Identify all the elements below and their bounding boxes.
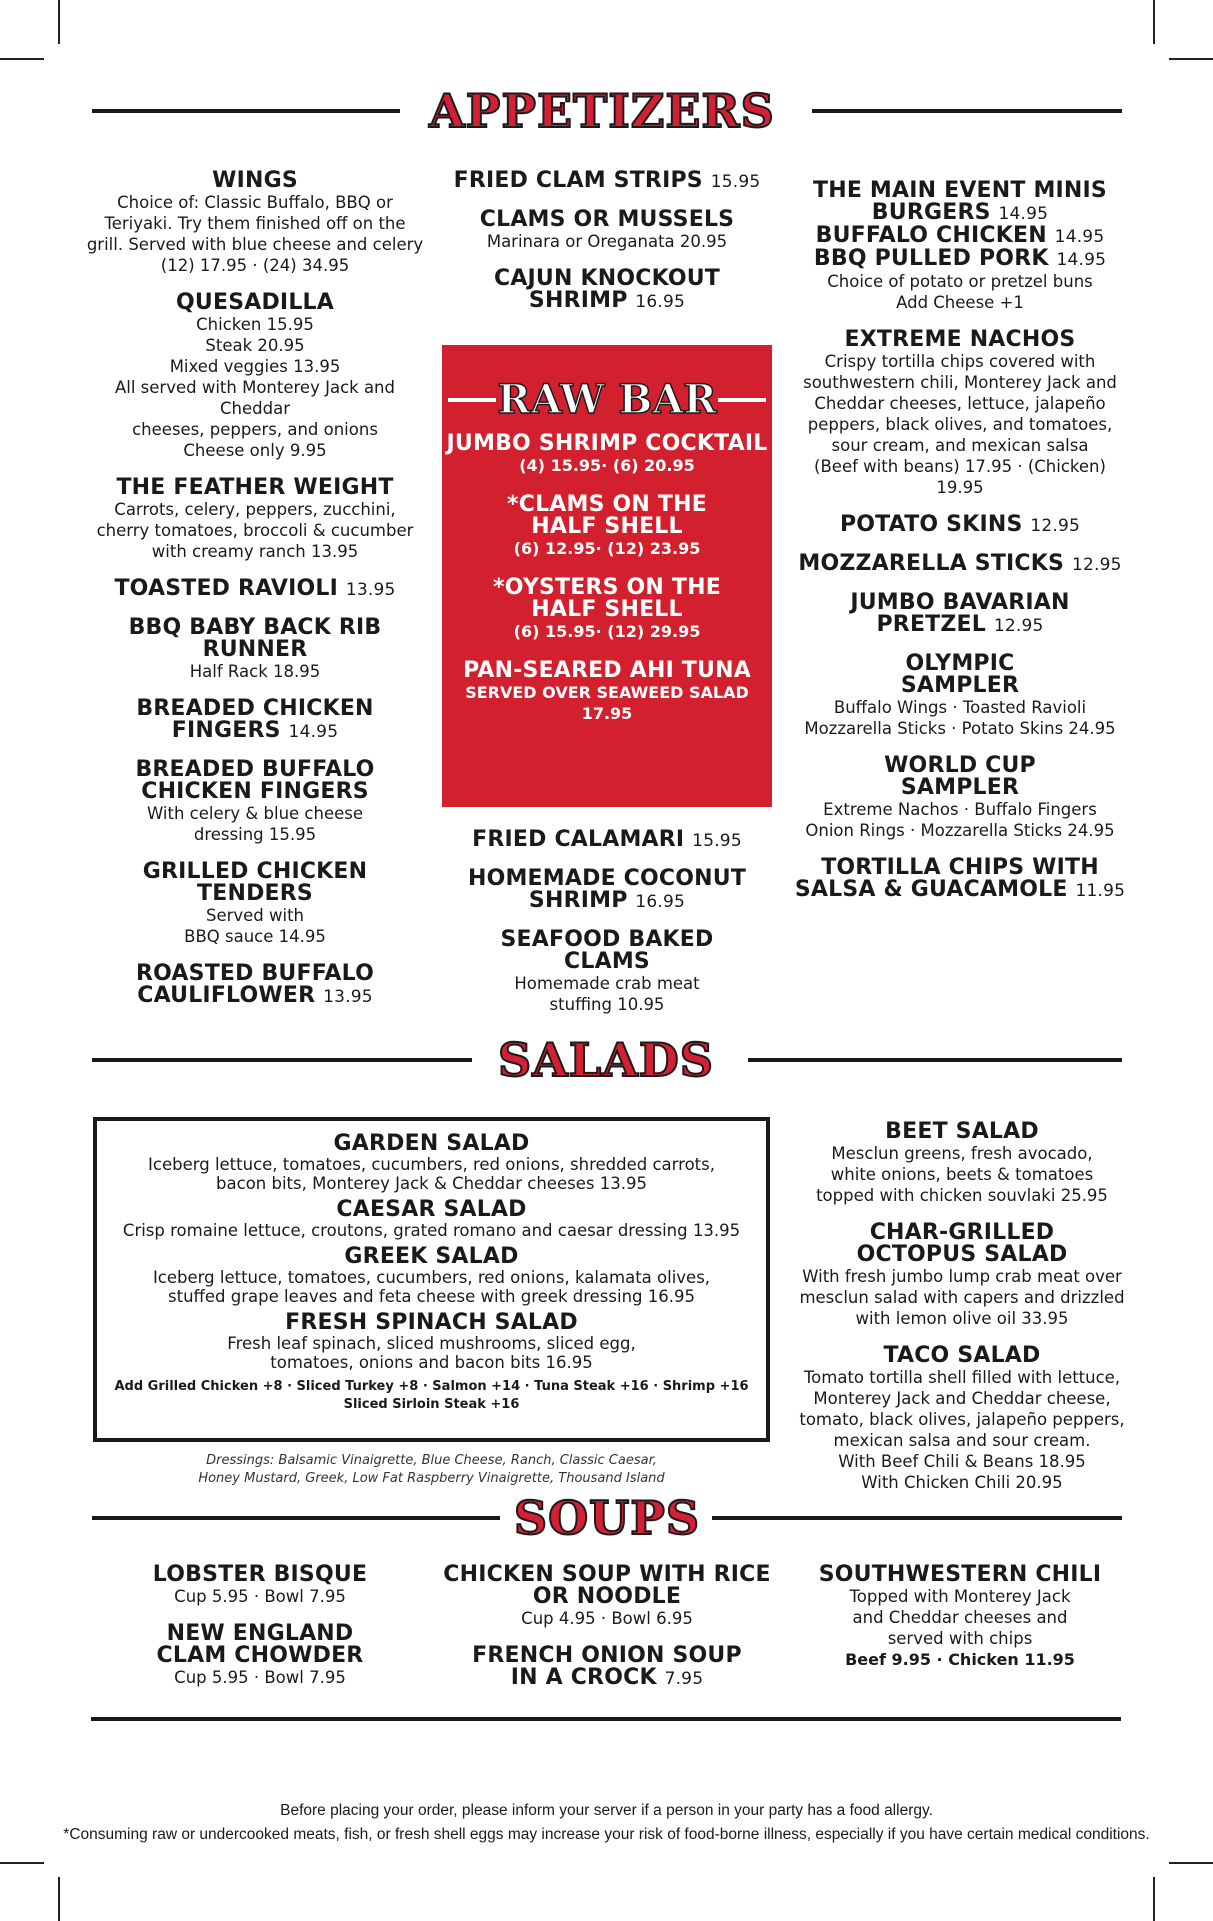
- item-name: [442, 268, 772, 313]
- item-description: with lemon olive oil 33.95: [855, 1309, 1069, 1328]
- menu-item: [80, 963, 430, 1008]
- item-name: [100, 1564, 420, 1586]
- item-description: All served with Monterey Jack and Cheddar: [114, 378, 395, 418]
- section-title: SOUPS: [513, 1491, 701, 1545]
- item-description: grill. Served with blue cheese and celery: [86, 235, 424, 254]
- item-description: Choice of potato or pretzel buns: [827, 272, 1093, 291]
- item-price: 15.95: [692, 831, 742, 851]
- item-name: [790, 329, 1130, 351]
- item-description: tomatoes, onions and bacon bits 16.95: [270, 1353, 593, 1372]
- item-description: dressing 15.95: [193, 825, 317, 844]
- raw-bar-title: RAW BAR: [497, 376, 717, 423]
- menu-item: [80, 477, 430, 562]
- item-name: [442, 829, 772, 852]
- menu-item: [80, 617, 430, 682]
- item-name: [792, 1222, 1132, 1266]
- divider: [718, 398, 766, 402]
- item-description: Half Rack 18.95: [189, 662, 321, 681]
- divider: [92, 109, 400, 113]
- item-name-line: PAN-SEARED AHI TUNA: [463, 658, 751, 683]
- salads-box: [93, 1117, 770, 1442]
- item-name: [442, 577, 772, 621]
- item-name: [80, 578, 430, 601]
- item-name-line: TOASTED RAVIOLI 13.95: [114, 576, 396, 601]
- section-title: SALADS: [497, 1033, 715, 1087]
- raw-bar-panel: [442, 345, 772, 807]
- menu-item: [792, 1222, 1132, 1329]
- item-name: [97, 1199, 766, 1221]
- item-name-line: CLAM CHOWDER: [156, 1643, 364, 1668]
- item-name-line: BEET SALAD: [885, 1119, 1039, 1144]
- item-name-line: QUESADILLA: [176, 290, 334, 315]
- item-description: mesclun salad with capers and drizzled: [799, 1288, 1125, 1307]
- item-description: With Chicken Chili 20.95: [861, 1473, 1063, 1492]
- item-description: Cup 5.95 · Bowl 7.95: [174, 1587, 346, 1606]
- item-name: [100, 1623, 420, 1667]
- item-description: With fresh jumbo lump crab meat over: [802, 1267, 1122, 1286]
- appetizers-right-column: [790, 180, 1130, 918]
- item-name-line: JUMBO BAVARIAN: [850, 590, 1070, 615]
- crop-mark: [0, 58, 44, 60]
- appetizers-middle-lower-column: [442, 829, 772, 1031]
- crop-mark: [58, 1877, 60, 1921]
- item-name: [790, 180, 1130, 225]
- item-description: peppers, black olives, and tomatoes,: [807, 415, 1113, 434]
- soups-header: [0, 1493, 1213, 1543]
- item-name-line: FINGERS 14.95: [171, 718, 339, 743]
- item-description: Iceberg lettuce, tomatoes, cucumbers, red onions, shredded carrots,: [148, 1155, 715, 1174]
- item-name-line: SAMPLER: [900, 673, 1020, 698]
- item-description: Homemade crab meat: [514, 974, 700, 993]
- raw-bar-items: [442, 433, 772, 724]
- section-title: APPETIZERS: [429, 84, 775, 138]
- item-name-line: NEW ENGLAND: [166, 1621, 354, 1646]
- item-price-line: SERVED OVER SEAWEED SALAD: [465, 683, 749, 702]
- item-name-line: BBQ BABY BACK RIB: [128, 615, 382, 640]
- item-name-line: CAJUN KNOCKOUT: [493, 266, 721, 291]
- item-name-line: GRILLED CHICKEN: [142, 859, 368, 884]
- divider: [92, 1516, 500, 1520]
- item-name-line: FRIED CLAM STRIPS 15.95: [453, 168, 761, 193]
- appetizers-middle-column: [442, 170, 772, 329]
- raw-bar-item: [442, 577, 772, 642]
- salad-addons: [97, 1378, 766, 1414]
- menu-item: [442, 829, 772, 852]
- menu-item: [442, 929, 772, 1015]
- item-name-line: OLYMPIC: [905, 651, 1015, 676]
- item-price: 14.95: [998, 204, 1049, 224]
- item-name: [80, 477, 430, 499]
- menu-item: [790, 755, 1130, 841]
- raw-food-warning: *Consuming raw or undercooked meats, fish, or fresh shell eggs may increase your risk of food-borne illness, especially if you have certain medical conditions.: [63, 1826, 1150, 1843]
- item-name: [80, 170, 430, 192]
- item-description: bacon bits, Monterey Jack & Cheddar cheeses 13.95: [216, 1174, 647, 1193]
- item-price: 12.95: [1071, 555, 1122, 575]
- item-description: With Beef Chili & Beans 18.95: [838, 1452, 1086, 1471]
- item-name: [790, 755, 1130, 799]
- item-description: Extreme Nachos · Buffalo Fingers: [823, 800, 1097, 819]
- crop-mark: [1153, 1877, 1155, 1921]
- item-name-line: CHAR-GRILLED: [869, 1220, 1055, 1245]
- item-name-line: ROASTED BUFFALO: [135, 961, 374, 986]
- item-name: [792, 1121, 1132, 1143]
- item-name-line: CLAMS: [564, 949, 650, 974]
- item-name-line: GREEK SALAD: [344, 1244, 519, 1269]
- item-price: 13.95: [323, 987, 373, 1007]
- item-name-line: BBQ PULLED PORK 14.95: [813, 246, 1107, 271]
- item-name: [442, 868, 772, 913]
- item-name-line: *CLAMS ON THE: [507, 492, 707, 517]
- item-name: [80, 861, 430, 905]
- menu-item: [442, 1645, 772, 1690]
- item-price-line: (4) 15.95· (6) 20.95: [519, 456, 695, 475]
- dressings-line: Dressings: Balsamic Vinaigrette, Blue Cheese, Ranch, Classic Caesar,: [206, 1453, 657, 1468]
- item-name-line: SOUTHWESTERN CHILI: [818, 1562, 1102, 1587]
- menu-item: [80, 759, 430, 845]
- dressings-note: [93, 1452, 770, 1488]
- item-name-line: OCTOPUS SALAD: [856, 1242, 1068, 1267]
- item-name-line: LOBSTER BISQUE: [152, 1562, 368, 1587]
- item-name: [80, 698, 430, 743]
- item-description: Iceberg lettuce, tomatoes, cucumbers, red onions, kalamata olives,: [152, 1268, 711, 1287]
- item-description: cheeses, peppers, and onions: [132, 420, 378, 439]
- item-price-line: (6) 15.95· (12) 29.95: [513, 622, 701, 641]
- menu-item: [790, 857, 1130, 902]
- item-description: Cheese only 9.95: [183, 441, 327, 460]
- item-description: Buffalo Wings · Toasted Ravioli: [833, 698, 1087, 717]
- item-name-line: BURGERS 14.95: [871, 200, 1049, 225]
- item-description: Crispy tortilla chips covered with: [824, 352, 1096, 371]
- item-description: Steak 20.95: [205, 336, 305, 355]
- divider: [712, 1516, 1122, 1520]
- item-name-line: THE MAIN EVENT MINIS: [813, 178, 1107, 203]
- item-name-line: SEAFOOD BAKED: [500, 927, 714, 952]
- item-description: southwestern chili, Monterey Jack and: [803, 373, 1117, 392]
- item-price: 11.95: [1075, 881, 1126, 901]
- item-description: With celery & blue cheese: [146, 804, 364, 823]
- item-name: [97, 1133, 766, 1155]
- item-name-line: SHRIMP 16.95: [528, 288, 686, 313]
- salads-header: [0, 1035, 1213, 1085]
- item-name-line: TORTILLA CHIPS WITH: [821, 855, 1099, 880]
- menu-item: [792, 1345, 1132, 1493]
- item-name: [790, 553, 1130, 576]
- menu-item: [790, 514, 1130, 537]
- menu-item: [97, 1199, 766, 1240]
- crop-mark: [1169, 1862, 1213, 1864]
- item-name-line: HALF SHELL: [531, 597, 683, 622]
- item-name: [442, 1564, 772, 1608]
- item-name: [80, 617, 430, 661]
- item-name-line: HOMEMADE COCONUT: [467, 866, 747, 891]
- menu-item: [80, 170, 430, 276]
- item-description: and Cheddar cheeses and: [852, 1608, 1068, 1627]
- item-description: Teriyaki. Try them finished off on the: [104, 214, 406, 233]
- item-price: 14.95: [1056, 250, 1107, 270]
- menu-item: [790, 329, 1130, 498]
- item-description: tomato, black olives, jalapeño peppers,: [799, 1410, 1125, 1429]
- raw-bar-item: [442, 660, 772, 724]
- menu-item: [790, 653, 1130, 739]
- item-name: [792, 1345, 1132, 1367]
- item-name: [97, 1312, 766, 1334]
- allergy-notice: Before placing your order, please inform your server if a person in your party has a food allergy.: [280, 1802, 933, 1819]
- item-description: Served with: [205, 906, 305, 925]
- item-description: BBQ sauce 14.95: [184, 927, 326, 946]
- item-price: 14.95: [1054, 227, 1105, 247]
- item-description: Add Cheese +1: [896, 293, 1024, 312]
- item-price-line: (6) 12.95· (12) 23.95: [513, 539, 701, 558]
- menu-item: [792, 1121, 1132, 1206]
- item-name-line: IN A CROCK 7.95: [510, 1665, 704, 1690]
- bottom-divider: [91, 1717, 1121, 1721]
- item-price: 7.95: [664, 1669, 704, 1689]
- item-description: Marinara or Oreganata 20.95: [486, 232, 728, 251]
- menu-item: [80, 698, 430, 743]
- item-description: Fresh leaf spinach, sliced mushrooms, sliced egg,: [227, 1334, 636, 1353]
- item-description: Monterey Jack and Cheddar cheese,: [813, 1389, 1111, 1408]
- item-description: mexican salsa and sour cream.: [833, 1431, 1091, 1450]
- item-description: topped with chicken souvlaki 25.95: [816, 1186, 1108, 1205]
- item-price: 16.95: [635, 292, 686, 312]
- item-name-line: BREADED CHICKEN: [136, 696, 374, 721]
- menu-item: [80, 861, 430, 947]
- divider: [812, 109, 1122, 113]
- item-name-line: JUMBO SHRIMP COCKTAIL: [446, 431, 768, 456]
- item-name: [442, 209, 772, 231]
- menu-item: [80, 578, 430, 601]
- item-name-line: TENDERS: [197, 881, 313, 906]
- item-name: [800, 1564, 1120, 1586]
- item-description: with creamy ranch 13.95: [151, 542, 359, 561]
- crop-mark: [58, 0, 60, 44]
- appetizers-header: [0, 86, 1213, 136]
- item-name: [80, 759, 430, 803]
- menu-item: [442, 1564, 772, 1629]
- item-description: Cup 4.95 · Bowl 6.95: [521, 1609, 693, 1628]
- item-name-line: CAESAR SALAD: [336, 1197, 527, 1222]
- soups-middle-column: [442, 1564, 772, 1706]
- item-name: [442, 660, 772, 682]
- item-name-line: BUFFALO CHICKEN 14.95: [815, 223, 1105, 248]
- item-name-line: RUNNER: [202, 637, 308, 662]
- item-name-line: CHICKEN SOUP WITH RICE: [443, 1562, 771, 1587]
- item-description: Crisp romaine lettuce, croutons, grated romano and caesar dressing 13.95: [122, 1221, 741, 1240]
- raw-bar-item: [442, 494, 772, 559]
- menu-item: [80, 292, 430, 461]
- menu-item: [442, 170, 772, 193]
- item-name-line: EXTREME NACHOS: [844, 327, 1076, 352]
- menu-item: [100, 1623, 420, 1688]
- salads-boxed-list: [97, 1133, 766, 1372]
- menu-item: [790, 553, 1130, 576]
- item-price: 12.95: [993, 616, 1044, 636]
- item-name-line: SHRIMP 16.95: [528, 888, 686, 913]
- item-description: Mixed veggies 13.95: [169, 357, 341, 376]
- crop-mark: [0, 1862, 44, 1864]
- item-description: (12) 17.95 · (24) 34.95: [160, 256, 350, 275]
- item-description: sour cream, and mexican salsa: [831, 436, 1089, 455]
- item-name: [97, 1246, 766, 1268]
- item-description: white onions, beets & tomatoes: [830, 1165, 1094, 1184]
- item-name-line: CHICKEN FINGERS: [141, 779, 369, 804]
- dressings-line: Honey Mustard, Greek, Low Fat Raspberry Vinaigrette, Thousand Island: [198, 1471, 665, 1486]
- item-price-line: 17.95: [581, 704, 633, 723]
- item-name-line: THE FEATHER WEIGHT: [116, 475, 394, 500]
- addon-line: Add Grilled Chicken +8 · Sliced Turkey +8 · Salmon +14 · Tuna Steak +16 · Shrimp +16: [114, 1379, 749, 1394]
- menu-item: [97, 1312, 766, 1372]
- item-name: [790, 592, 1130, 637]
- item-description: Topped with Monterey Jack: [849, 1587, 1071, 1606]
- item-price-line: Beef 9.95 · Chicken 11.95: [845, 1650, 1075, 1669]
- item-description: Tomato tortilla shell filled with lettuce,: [803, 1368, 1121, 1387]
- item-price: 13.95: [345, 580, 396, 600]
- item-name: [442, 433, 772, 455]
- item-description: stuffing 10.95: [549, 995, 665, 1014]
- item-name: [790, 514, 1130, 537]
- item-description: stuffed grape leaves and feta cheese with greek dressing 16.95: [168, 1287, 695, 1306]
- menu-item: [442, 268, 772, 313]
- item-name-line: MOZZARELLA STICKS 12.95: [798, 551, 1122, 576]
- soups-right-column: [800, 1564, 1120, 1686]
- menu-item: [800, 1564, 1120, 1670]
- item-name-line: TACO SALAD: [883, 1343, 1041, 1368]
- item-price: 14.95: [288, 722, 339, 742]
- item-name-line: WORLD CUP: [884, 753, 1036, 778]
- item-name-line: *OYSTERS ON THE: [493, 575, 721, 600]
- item-description: Cheddar cheeses, lettuce, jalapeño: [814, 394, 1106, 413]
- item-description: (Beef with beans) 17.95 · (Chicken) 19.95: [814, 457, 1106, 497]
- menu-item: [97, 1133, 766, 1193]
- item-name: [442, 1645, 772, 1690]
- addon-line: Sliced Sirloin Steak +16: [343, 1397, 520, 1412]
- soups-left-column: [100, 1564, 420, 1704]
- item-description: Carrots, celery, peppers, zucchini,: [114, 500, 396, 519]
- item-name-line: CLAMS OR MUSSELS: [479, 207, 735, 232]
- item-name-line: SALSA & GUACAMOLE 11.95: [794, 877, 1126, 902]
- menu-item: [100, 1564, 420, 1607]
- raw-bar-header: [442, 367, 772, 433]
- item-description: Cup 5.95 · Bowl 7.95: [174, 1668, 346, 1687]
- item-name-line: OR NOODLE: [532, 1584, 682, 1609]
- item-name-line: FRENCH ONION SOUP: [472, 1643, 742, 1668]
- item-description: cherry tomatoes, broccoli & cucumber: [96, 521, 414, 540]
- crop-mark: [1153, 0, 1155, 44]
- menu-item: [790, 180, 1130, 313]
- item-name: [790, 857, 1130, 902]
- menu-item: [442, 209, 772, 252]
- item-name: [442, 929, 772, 973]
- item-name: [80, 292, 430, 314]
- divider: [748, 1058, 1122, 1062]
- item-name-line: GARDEN SALAD: [333, 1131, 530, 1156]
- item-name-line: POTATO SKINS 12.95: [839, 512, 1081, 537]
- item-name: [80, 963, 430, 1008]
- item-description: Chicken 15.95: [196, 315, 314, 334]
- item-name-line: FRIED CALAMARI 15.95: [472, 827, 742, 852]
- item-name: [790, 653, 1130, 697]
- menu-item: [442, 868, 772, 913]
- item-name-line: PRETZEL 12.95: [876, 612, 1044, 637]
- menu-item: [790, 592, 1130, 637]
- item-price: 15.95: [710, 172, 761, 192]
- item-description: Mesclun greens, fresh avocado,: [831, 1144, 1093, 1163]
- item-description: Choice of: Classic Buffalo, BBQ or: [117, 193, 393, 212]
- crop-mark: [1169, 58, 1213, 60]
- divider: [92, 1058, 472, 1062]
- item-description: Onion Rings · Mozzarella Sticks 24.95: [805, 821, 1115, 840]
- menu-item: [97, 1246, 766, 1306]
- item-name-line: HALF SHELL: [531, 514, 683, 539]
- item-name: [442, 494, 772, 538]
- item-price: 16.95: [635, 892, 686, 912]
- item-description: served with chips: [887, 1629, 1033, 1648]
- item-name: [442, 170, 772, 193]
- raw-bar-item: [442, 433, 772, 476]
- appetizers-left-column: [80, 170, 430, 1024]
- salads-right-column: [792, 1121, 1132, 1509]
- item-name-line: CAULIFLOWER 13.95: [137, 983, 373, 1008]
- item-price: 12.95: [1030, 516, 1081, 536]
- item-description: Mozzarella Sticks · Potato Skins 24.95: [804, 719, 1116, 738]
- item-name-line: FRESH SPINACH SALAD: [285, 1310, 578, 1335]
- item-name-line: WINGS: [212, 168, 298, 193]
- item-name-line: SAMPLER: [900, 775, 1020, 800]
- item-name-line: BREADED BUFFALO: [135, 757, 375, 782]
